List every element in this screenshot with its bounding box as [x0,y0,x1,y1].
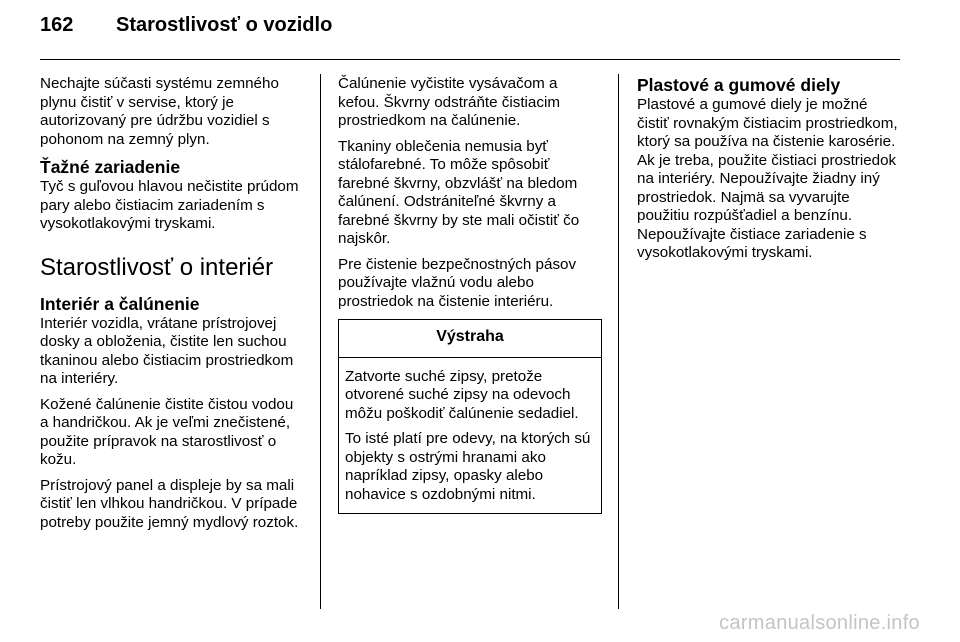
watermark: carmanualsonline.info [719,612,920,634]
tow-bar-heading: Ťažné zariadenie [40,157,181,177]
warning-paragraph-1: Zatvorte suché zipsy, pretože otvorené suché zipsy na odevoch môžu poškodiť čalúnenie sedadiel. [345,367,579,422]
column-2 [338,75,602,514]
fabric-paragraph: Tkaniny oblečenia nemusia byť stálofarebné. To môže spôsobiť farebné škvrny, obzvlášť na bledom čalúnení. Odstrániteľné škvrny a farebné škvrny by ste mali očistiť čo najskôr. [338,137,580,247]
tow-bar-paragraph: Tyč s guľovou hlavou nečistite prúdom pary alebo čistiacim zariadením s vysokotlakovými tryskami. [40,178,299,232]
column-1 [40,75,304,539]
warning-box [338,319,602,514]
page-title: Starostlivosť o vozidlo [116,14,333,36]
interior-care-heading: Starostlivosť o interiér [40,253,274,281]
leather-paragraph: Kožené čalúnenie čistite čistou vodou a handričkou. Ak je veľmi znečistené, použite prípravok na starostlivosť o kožu. [40,395,294,468]
warning-paragraph-2: To isté platí pre odevy, na ktorých sú objekty s ostrými hranami ako napríklad zipsy, opasky alebo nohavice s ozdobnými nitmi. [345,430,591,503]
page-number: 162 [40,14,74,36]
column-divider-1 [320,74,321,609]
seatbelt-paragraph: Pre čistenie bezpečnostných pásov používajte vlažnú vodu alebo prostriedok na čistenie interiéru. [338,255,577,310]
warning-title: Výstraha [339,320,601,358]
header-divider [40,59,900,60]
vacuum-paragraph: Čalúnenie vyčistite vysávačom a kefou. Škvrny odstráňte čistiacim prostriedkom na čalúnenie. [338,75,560,129]
gas-system-paragraph: Nechajte súčasti systému zemného plynu čistiť v servise, ktorý je autorizovaný pre údržbu vozidiel s pohonom na zemný plyn. [40,75,279,148]
page-header [40,14,332,37]
dashboard-paragraph: Prístrojový panel a displeje by sa mali čistiť len vlhkou handričkou. V prípade potreby použite jemný mydlový roztok. [40,476,299,531]
column-divider-2 [618,74,619,609]
plastic-parts-paragraph: Plastové a gumové diely je možné čistiť rovnakým čistiacim prostriedkom, ktorý sa používa na čistenie karosérie. Ak je treba, použite čistiaci prostriedok na interiéry. Nepoužívajte žiadny iný prostriedok. Najmä sa vyvarujte použitiu rozpúšťadiel a benzínu. Nepoužívajte čistiace zariadenie s vysokotlakovými tryskami. [637,96,898,261]
interior-paragraph: Interiér vozidla, vrátane prístrojovej dosky a obloženia, čistite len suchou tkaninou alebo čistiacim prostriedkom na interiéry. [40,314,294,387]
plastic-parts-heading: Plastové a gumové diely [637,75,841,95]
column-3 [637,75,901,270]
warning-body [339,358,601,514]
upholstery-heading: Interiér a čalúnenie [40,293,200,314]
